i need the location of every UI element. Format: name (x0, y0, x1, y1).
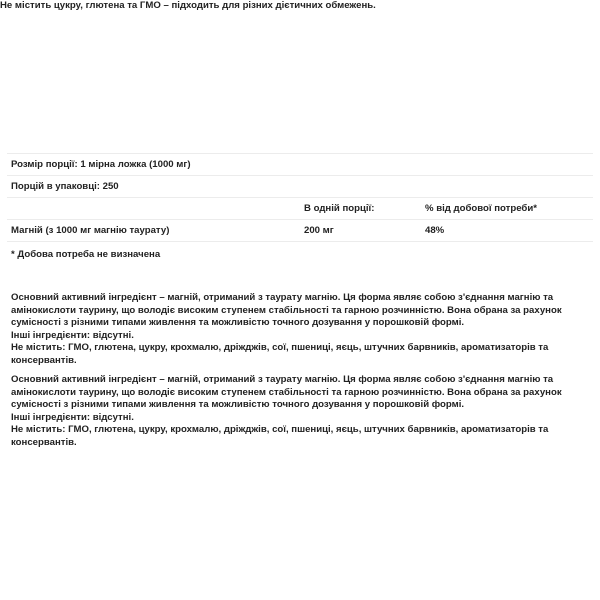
serving-size-row (7, 154, 593, 176)
daily-value-footnote: * Добова потреба не визначена (11, 249, 161, 260)
free-from-line-cont: консервантів. (11, 436, 77, 448)
serving-size-text: Розмір порції: 1 мірна ложка (1000 мг) (11, 159, 191, 170)
nutrient-name: Магній (з 1000 мг магнію таурату) (11, 225, 170, 236)
other-ingredients-line: Інші інгредієнти: відсутні. (11, 411, 134, 423)
header-col-amount: В одній порції: (304, 203, 375, 214)
other-ingredients-line: Інші інгредієнти: відсутні. (11, 329, 134, 341)
description-line: Основний активний інгредієнт – магній, отриманий з таурату магнію. Ця форма являє собою з'єднання магнію та (11, 292, 554, 303)
header-col-dv: % від добової потреби* (425, 203, 537, 214)
nutrient-amount: 200 мг (304, 225, 334, 236)
servings-per-container-row (7, 176, 593, 198)
suitability-statement: Не містить цукру, глютена та ГМО – підходить для різних дієтичних обмежень. (0, 0, 376, 11)
free-from-line: Не містить: ГМО, глютена, цукру, крохмалю, дріжджів, сої, пшениці, яєць, штучних барвників, ароматизаторів та (11, 424, 549, 436)
description-line: сумісності з різними типами живлення та можливістю точного дозування у порошковій формі. (11, 317, 465, 329)
table-row (7, 220, 593, 242)
free-from-line: Не містить: ГМО, глютена, цукру, крохмалю, дріжджів, сої, пшениці, яєць, штучних барвників, ароматизаторів та (11, 342, 549, 354)
nutrient-dv: 48% (425, 225, 445, 236)
description-line: амінокислоти таурину, що володіє високим ступенем стабільності та гарною розчинністю. Вона обрана за рахунок (11, 304, 562, 316)
description-line: Основний активний інгредієнт – магній, отриманий з таурату магнію. Ця форма являє собою з'єднання магнію та (11, 374, 554, 385)
supplement-facts-table (7, 153, 593, 242)
table-header-row (7, 198, 593, 220)
description-line: амінокислоти таурину, що володіє високим ступенем стабільності та гарною розчинністю. Вона обрана за рахунок (11, 386, 562, 398)
free-from-line-cont: консервантів. (11, 354, 77, 366)
description-block-1 (11, 292, 596, 368)
description-block-2 (11, 374, 596, 450)
description-line: сумісності з різними типами живлення та можливістю точного дозування у порошковій формі. (11, 399, 465, 411)
servings-per-container-text: Порцій в упаковці: 250 (11, 181, 119, 192)
